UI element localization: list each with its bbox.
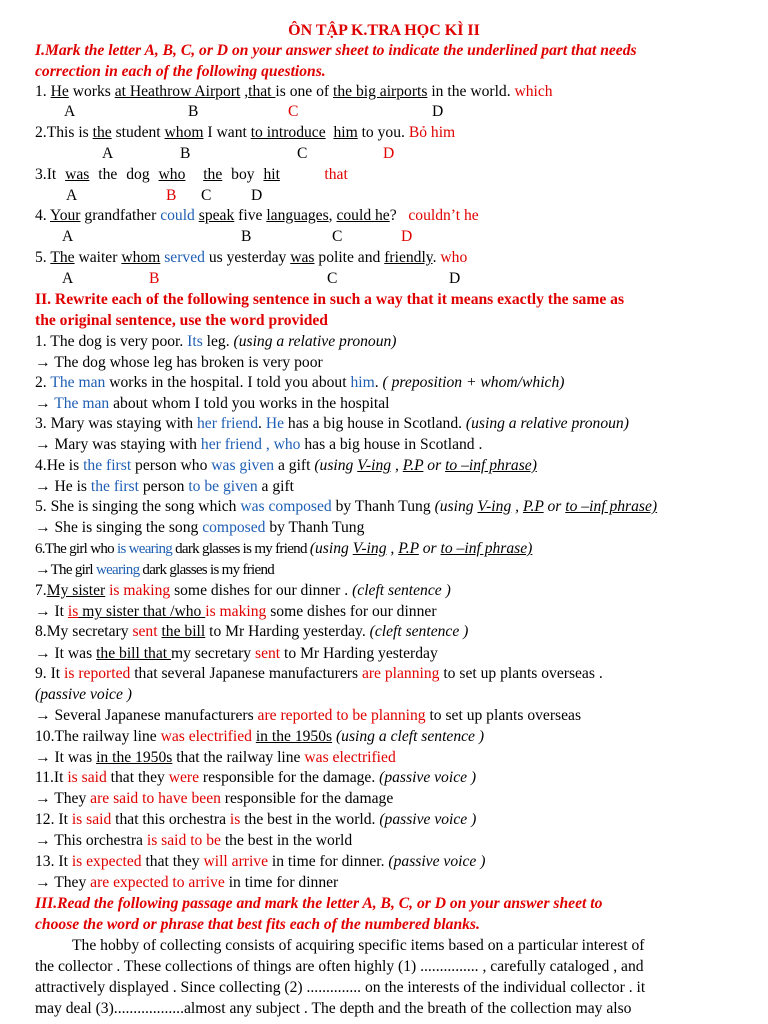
text: person <box>138 478 189 495</box>
text: 1. The dog is very poor. <box>35 333 188 350</box>
text: by Thanh Tung <box>331 498 435 515</box>
hint: P.P <box>402 457 424 474</box>
arrow-icon: → <box>35 645 51 662</box>
text: by Thanh Tung <box>265 519 365 536</box>
highlighted-word: is reported <box>64 665 131 682</box>
part2-instruction-line2: the original sentence, use the word provided <box>35 312 328 329</box>
hint: , <box>511 498 523 515</box>
text: waiter <box>74 249 122 266</box>
text: 5. <box>35 249 51 266</box>
text: 3.It <box>35 166 66 183</box>
text: 5. She is singing the song which <box>35 498 241 515</box>
underlined-part-d: hit <box>263 166 280 183</box>
rewrite-question-1 <box>35 332 397 352</box>
underlined-part-a: Your <box>50 207 81 224</box>
question-2 <box>35 123 455 143</box>
highlighted-word: is making <box>109 582 171 599</box>
text: a gift <box>257 478 294 495</box>
text: This orchestra <box>50 832 147 849</box>
text: The dog whose leg has broken is very poor <box>50 354 323 371</box>
text: Several Japanese manufacturers <box>50 707 258 724</box>
text: has a big house in Scotland . <box>300 436 483 453</box>
hint: V-ing <box>477 498 512 515</box>
hint: ( preposition + whom/which) <box>382 374 565 391</box>
text: 4.He is <box>35 457 84 474</box>
highlighted-word: is expected <box>71 853 142 870</box>
text: . <box>432 249 441 266</box>
arrow-icon: → <box>35 707 51 724</box>
hint: P.P <box>398 540 419 557</box>
answer-correction: Bỏ him <box>408 124 456 141</box>
hint: , <box>391 457 403 474</box>
hint: V-ing <box>357 457 392 474</box>
text: She is singing the song <box>50 519 203 536</box>
rewrite-answer-10 <box>35 748 396 768</box>
rewrite-answer-3 <box>35 435 482 455</box>
highlighted-word: to be given <box>188 478 258 495</box>
underlined-part-b: at Heathrow Airport <box>114 83 241 100</box>
text: that this orchestra <box>111 811 230 828</box>
option-letter-c: C <box>327 270 338 287</box>
rewrite-answer-9 <box>35 706 581 726</box>
option-letter-b: B <box>241 228 252 245</box>
text: works <box>68 83 115 100</box>
hint: (using a cleft sentence ) <box>335 728 485 745</box>
underlined-part-c: languages <box>266 207 329 224</box>
question-4 <box>35 206 479 226</box>
text: responsible for the damage. <box>199 769 380 786</box>
option-letter-a: A <box>102 145 114 162</box>
text: They <box>50 790 91 807</box>
part2-instruction-line1: II. Rewrite each of the following sentence in such a way that it means exactly the same as <box>35 291 625 308</box>
hint: (passive voice ) <box>379 769 477 786</box>
underlined-part-d: the big airports <box>333 83 428 100</box>
text: some dishes for our dinner <box>266 603 437 620</box>
arrow-icon: → <box>35 749 51 766</box>
text: It <box>50 603 68 620</box>
hint: (cleft sentence ) <box>352 582 451 599</box>
hint: (using a relative pronoun) <box>233 333 397 350</box>
rewrite-question-7 <box>35 581 451 601</box>
arrow-icon: → <box>35 519 51 536</box>
hint: or <box>543 498 566 515</box>
text: that the railway line <box>172 749 305 766</box>
hint: (using a relative pronoun) <box>465 415 629 432</box>
rewrite-answer-4 <box>35 477 294 497</box>
rewrite-answer-11 <box>35 789 393 809</box>
option-letter-a: A <box>64 103 76 120</box>
rewrite-question-6 <box>35 539 532 559</box>
answer-correction: that <box>324 166 348 183</box>
underlined-part-b: whom <box>164 124 204 141</box>
underlined-part-a: the <box>92 124 112 141</box>
text: Mary was staying with <box>50 436 201 453</box>
option-letter-d: D <box>251 187 263 204</box>
option-letter-d: D <box>383 145 395 162</box>
rewrite-question-10 <box>35 727 484 747</box>
highlighted-word: were <box>168 769 199 786</box>
arrow-icon: → <box>35 790 51 807</box>
rewrite-answer-5 <box>35 518 364 538</box>
option-letter-b: B <box>188 103 199 120</box>
hint: (passive voice ) <box>379 811 477 828</box>
text: the best in the world <box>220 832 353 849</box>
text: that they <box>106 769 169 786</box>
option-letter-b: B <box>149 270 160 287</box>
hint: (using <box>309 540 353 557</box>
passage-line-4: may deal (3)..................almost any subject . The depth and the breath of the collection may also <box>35 1000 632 1017</box>
text: I want <box>203 124 251 141</box>
text: about whom I told you works in the hospital <box>109 395 390 412</box>
text: 11.It <box>35 769 68 786</box>
highlighted-word: sent <box>255 645 281 662</box>
highlighted-word: is said <box>67 769 107 786</box>
highlighted-word: composed <box>202 519 266 536</box>
text: 6.The girl who <box>35 541 117 557</box>
text: He is <box>50 478 91 495</box>
text: They <box>50 874 91 891</box>
rewrite-answer-7 <box>35 602 437 622</box>
text: 8.My secretary <box>35 623 133 640</box>
text: works in the hospital. I told you about <box>105 374 351 391</box>
rewrite-question-12 <box>35 810 476 830</box>
highlighted-word: are reported to be planning <box>257 707 426 724</box>
text: It was <box>50 645 97 662</box>
text: 9. It <box>35 665 65 682</box>
highlighted-word: her friend , who <box>200 436 301 453</box>
text: in time for dinner <box>224 874 339 891</box>
text: that they <box>141 853 204 870</box>
hint: (passive voice ) <box>388 853 486 870</box>
highlighted-word: the first <box>90 478 139 495</box>
text: , <box>328 207 337 224</box>
text: 4. <box>35 207 51 224</box>
hint: to –inf phrase) <box>440 540 533 557</box>
text: boy <box>222 166 264 183</box>
option-letter-b: B <box>180 145 191 162</box>
rewrite-question-3 <box>35 414 629 434</box>
text: to set up plants overseas <box>425 707 582 724</box>
hint: or <box>418 540 441 557</box>
text: five <box>234 207 267 224</box>
question-number: 1. <box>35 83 47 100</box>
part3-instruction-line1: III.Read the following passage and mark the letter A, B, C, or D on your answer sheet to <box>35 895 603 912</box>
text: to set up plants overseas . <box>439 665 603 682</box>
rewrite-question-13 <box>35 852 485 872</box>
option-letter-d: D <box>449 270 461 287</box>
text: 13. It <box>35 853 72 870</box>
hint: or <box>423 457 446 474</box>
rewrite-question-8 <box>35 622 468 642</box>
highlighted-word: is making <box>205 603 267 620</box>
text: person who <box>131 457 212 474</box>
rewrite-answer-12 <box>35 831 352 851</box>
highlighted-word: The man <box>50 374 106 391</box>
highlighted-word: was electrified <box>304 749 396 766</box>
text: It was <box>50 749 97 766</box>
underlined-part-b: who <box>158 166 186 183</box>
highlighted-word: are planning <box>361 665 440 682</box>
text: polite and <box>314 249 385 266</box>
page-title: ÔN TẬP K.TRA HỌC KÌ II <box>288 22 480 39</box>
part1-instruction-line2: correction in each of the following questions. <box>35 63 326 80</box>
rewrite-answer-2 <box>35 394 389 414</box>
underlined-part-d: friendly <box>384 249 433 266</box>
underlined-text: in the 1950s <box>255 728 333 745</box>
arrow-icon: → <box>35 436 51 453</box>
underlined-part-a: was <box>65 166 90 183</box>
text: responsible for the damage <box>220 790 394 807</box>
underlined-text: in the 1950s <box>96 749 173 766</box>
hint: (using <box>434 498 478 515</box>
option-letter-d: D <box>401 228 413 245</box>
passage-line-1: The hobby of collecting consists of acquiring specific items based on a particular interest of <box>72 937 645 954</box>
highlighted-word: served <box>164 249 205 266</box>
option-letter-c: C <box>332 228 343 245</box>
option-letter-c: C <box>201 187 212 204</box>
highlighted-word: The man <box>54 395 110 412</box>
underlined-text: My sister <box>46 582 106 599</box>
underlined-part-a: He <box>50 83 69 100</box>
hint: V-ing <box>352 540 387 557</box>
answer-correction: who <box>440 249 468 266</box>
answer-correction: couldn’t he <box>408 207 479 224</box>
arrow-icon: → <box>35 395 51 412</box>
highlighted-word: is said <box>71 811 112 828</box>
text: . <box>374 374 383 391</box>
option-letter-d: D <box>432 103 444 120</box>
underlined-part-b: whom <box>121 249 161 266</box>
highlighted-word: is said to be <box>146 832 221 849</box>
arrow-icon: → <box>35 561 51 578</box>
text: to Mr Harding yesterday. <box>205 623 370 640</box>
underlined-part-d: could he <box>336 207 390 224</box>
text: dark glasses is my friend <box>139 562 275 578</box>
highlighted-word: her friend <box>196 415 259 432</box>
rewrite-answer-1 <box>35 353 323 373</box>
underlined-part-b: speak <box>198 207 235 224</box>
text: the best in the world. <box>240 811 380 828</box>
option-letter-a: A <box>62 228 74 245</box>
passage-line-2: the collector . These collections of things are often highly (1) ............... , carefully cataloged , and <box>35 958 644 975</box>
underlined-part-c: the <box>203 166 223 183</box>
text: to Mr Harding yesterday <box>280 645 438 662</box>
text: has a big house in Scotland. <box>284 415 466 432</box>
text: is one of <box>275 83 334 100</box>
text: ? <box>389 207 401 224</box>
hint: , <box>386 540 399 557</box>
text: leg. <box>202 333 234 350</box>
text: us yesterday <box>204 249 291 266</box>
option-letter-a: A <box>66 187 78 204</box>
highlighted-word: Its <box>187 333 203 350</box>
rewrite-answer-13 <box>35 873 338 893</box>
answer-correction: which <box>514 83 553 100</box>
underlined-text: my sister that /who <box>78 603 206 620</box>
hint: to –inf phrase) <box>565 498 658 515</box>
text: my secretary <box>171 645 256 662</box>
arrow-icon: → <box>35 354 51 371</box>
text: , <box>240 83 249 100</box>
highlighted-word: wearing <box>95 562 140 578</box>
highlighted-word: could <box>160 207 195 224</box>
hint: (using <box>314 457 358 474</box>
rewrite-question-4 <box>35 456 537 476</box>
underlined-text: the bill that <box>96 645 172 662</box>
arrow-icon: → <box>35 603 51 620</box>
rewrite-answer-8 <box>35 644 438 664</box>
text: in the world. <box>427 83 515 100</box>
question-5 <box>35 248 467 268</box>
text: to you. <box>357 124 409 141</box>
hint: P.P <box>522 498 544 515</box>
text: 2. <box>35 374 51 391</box>
highlighted-word: was electrified <box>160 728 252 745</box>
highlighted-word: was composed <box>240 498 332 515</box>
text: some dishes for our dinner . <box>170 582 353 599</box>
highlighted-word: He <box>265 415 285 432</box>
rewrite-question-5 <box>35 497 657 517</box>
underlined-part-c: that <box>248 83 276 100</box>
rewrite-answer-6 <box>35 560 274 580</box>
text: 10.The railway line <box>35 728 161 745</box>
text: student <box>111 124 165 141</box>
option-letter-b: B <box>166 187 177 204</box>
underlined-part-c: to introduce <box>250 124 326 141</box>
part1-instruction-line1: I.Mark the letter A, B, C, or D on your answer sheet to indicate the underlined part that needs <box>35 42 637 59</box>
option-letter-c: C <box>288 103 299 120</box>
text: that several Japanese manufacturers <box>130 665 362 682</box>
highlighted-word: are said to have been <box>90 790 221 807</box>
text: 2.This is <box>35 124 93 141</box>
underlined-part-c: was <box>290 249 315 266</box>
highlighted-word: the first <box>83 457 132 474</box>
passage-line-3: attractively displayed . Since collecting (2) .............. on the interests of the individual collector . it <box>35 979 646 996</box>
text: The girl <box>50 562 96 578</box>
option-letter-a: A <box>62 270 74 287</box>
option-letter-c: C <box>297 145 308 162</box>
arrow-icon: → <box>35 874 51 891</box>
text: grandfather <box>80 207 161 224</box>
highlighted-word: is <box>229 811 241 828</box>
text: 12. It <box>35 811 72 828</box>
text: in time for dinner. <box>268 853 389 870</box>
rewrite-question-2 <box>35 373 564 393</box>
text: a gift <box>274 457 315 474</box>
text: . <box>258 415 266 432</box>
hint: to –inf phrase) <box>445 457 537 474</box>
arrow-icon: → <box>35 832 51 849</box>
text: 7. <box>35 582 47 599</box>
highlighted-word: is <box>67 603 79 620</box>
highlighted-word: sent <box>132 623 158 640</box>
arrow-icon: → <box>35 478 51 495</box>
highlighted-word: are expected to arrive <box>90 874 225 891</box>
part3-instruction-line2: choose the word or phrase that best fits each of the numbered blanks. <box>35 916 480 933</box>
rewrite-question-9 <box>35 664 603 684</box>
rewrite-question-11 <box>35 768 476 788</box>
text: 3. Mary was staying with <box>35 415 197 432</box>
highlighted-word: him <box>350 374 375 391</box>
text: the dog <box>89 166 159 183</box>
rewrite-question-9-hint: (passive voice ) <box>35 686 132 703</box>
highlighted-word: is wearing <box>116 541 173 557</box>
question-3 <box>35 165 348 185</box>
text: dark glasses is my friend <box>172 541 310 557</box>
hint: (cleft sentence ) <box>369 623 469 640</box>
underlined-part-a: The <box>50 249 75 266</box>
underlined-text: the bill <box>161 623 206 640</box>
highlighted-word: was given <box>211 457 275 474</box>
highlighted-word: will arrive <box>203 853 268 870</box>
question-1 <box>35 82 553 102</box>
underlined-part-d: him <box>333 124 358 141</box>
